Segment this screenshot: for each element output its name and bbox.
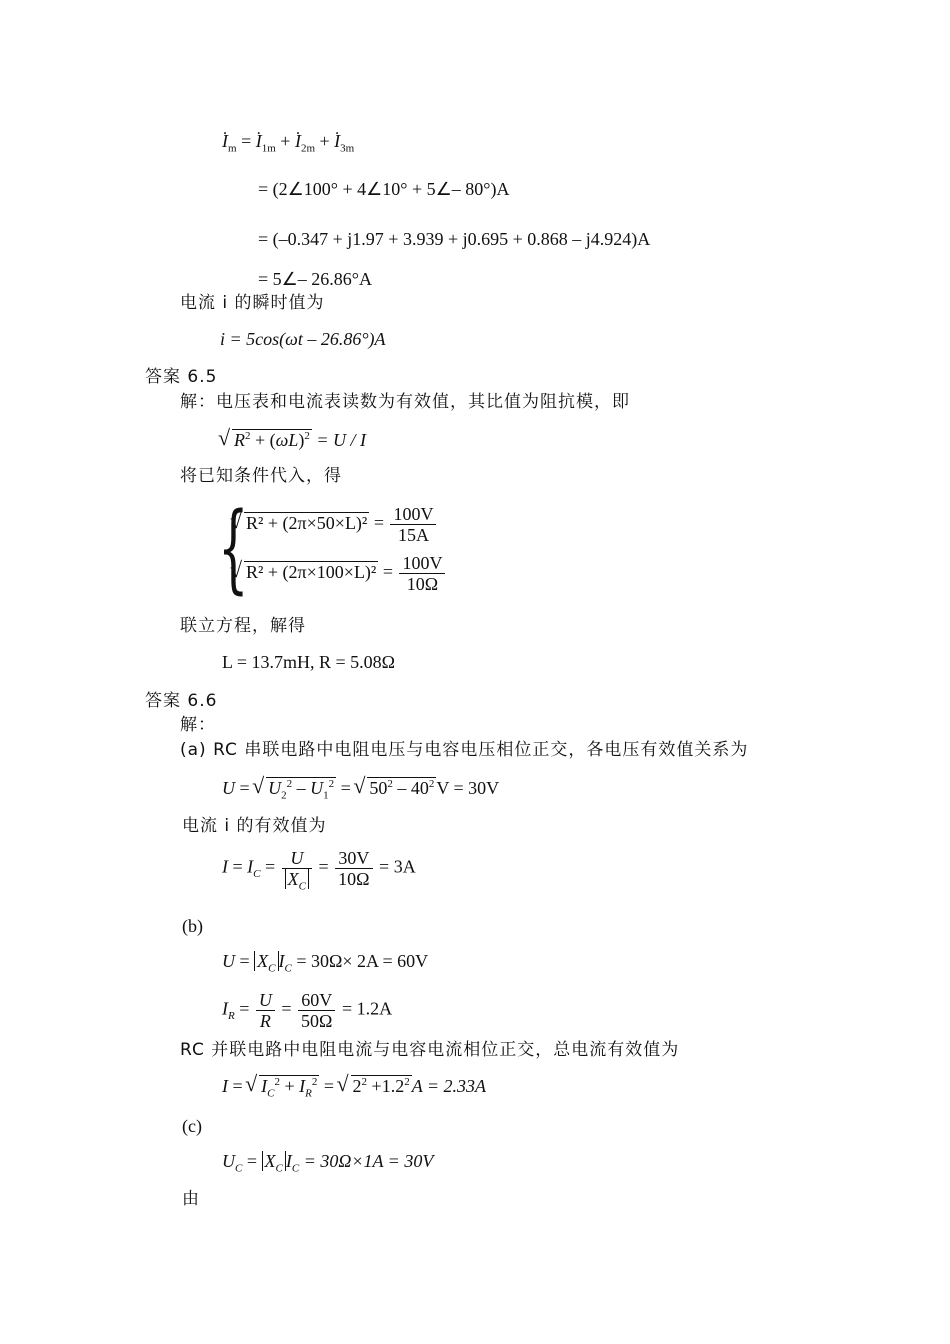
part-a-current-result: = 3A <box>379 856 416 877</box>
answer-6-5-heading: 答案 6.5 <box>145 367 218 387</box>
part-c-label: (c) <box>182 1116 202 1136</box>
part-b-voltage-tail: = 30Ω× 2A = 60V <box>296 951 429 971</box>
part-b-total-current: I = √ $I_C^2 + I_R^2$ = √ $2^2 +1.2^2$ A = 2.33A <box>222 1075 486 1097</box>
substitute-text: 将已知条件代入，得 <box>180 466 342 486</box>
part-b-frac2-den: 50Ω <box>301 1011 333 1031</box>
answer-6-6-heading: 答案 6.6 <box>145 691 218 711</box>
part-a-current-label: 电流 i 的有效值为 <box>182 816 327 836</box>
part-a-frac1-num: U <box>282 848 312 869</box>
part-b-resistor-result: = 1.2A <box>341 998 393 1019</box>
part-a-current-equation: $I = I_C$ = $\frac{U}{X_C}$ = $\frac{30V}{10\Omega}$ = 3A <box>222 848 416 893</box>
instant-equation: i = 5cos(ωt – 26.86°)A <box>220 329 386 349</box>
answer-6-6-jie: 解： <box>180 715 216 735</box>
part-b-resistor-current: $I_R$ = $\frac{U}{R}$ = $\frac{60V}{50\Omega}$ = 1.2A <box>222 990 393 1031</box>
part-b-text: RC 并联电路中电阻电流与电容电流相位正交，总电流有效值为 <box>180 1040 680 1060</box>
answer-6-5-intro: 解：电压表和电流表读数为有效值，其比值为阻抗模，即 <box>180 392 630 412</box>
system-eq-1-radicand: R² + (2π×50×L)² <box>246 512 368 533</box>
system-eq-1: √ R² + (2π×50×L)² = $\frac{100V}{15A}$ <box>232 504 438 545</box>
system-eq-2-radicand: R² + (2π×100×L)² <box>246 561 377 582</box>
system-eq-2-den: 10Ω <box>406 574 439 594</box>
solve-text: 联立方程，解得 <box>180 616 306 636</box>
phasor-sum-step1: = (2∠100° + 4∠10° + 5∠– 80°)A <box>258 179 510 199</box>
part-b-frac2-num: 60V <box>298 990 335 1011</box>
phasor-sum-step2: = (–0.347 + j1.97 + 3.939 + j0.695 + 0.868 – j4.924)A <box>258 229 651 249</box>
part-a-frac2-den: 10Ω <box>338 869 370 889</box>
solution-result: L = 13.7mH, R = 5.08Ω <box>222 652 396 672</box>
instant-label: 电流 i 的瞬时值为 <box>180 293 325 313</box>
part-a-voltage-equation: U = √ $U_2^2 - U_1^2$ = √ $50^2 - 40^2$ V = 30V <box>222 777 499 799</box>
part-a-text: (a) RC 串联电路中电阻电压与电容电压相位正交，各电压有效值关系为 <box>180 740 749 760</box>
part-b-total-tail: A = 2.33A <box>411 1076 487 1096</box>
part-c-equation: $U_C = X_C$ $I_C = 30\Omega\times 1A = 30V$ <box>222 1151 434 1175</box>
system-eq-1-den: 15A <box>397 525 429 545</box>
phasor-sum-result: = 5∠– 26.86°A <box>258 269 372 289</box>
part-b-frac1-den: R <box>259 1011 271 1031</box>
part-c-text: 由 <box>182 1189 200 1209</box>
part-c-tail: = 30Ω×1A = 30V <box>303 1151 434 1171</box>
system-eq-2-num: 100V <box>399 553 445 574</box>
part-b-label: (b) <box>182 916 203 936</box>
part-a-voltage-tail: V = 30V <box>436 778 500 798</box>
system-eq-2: √ R² + (2π×100×L)² = $\frac{100V}{10\Omega}$ <box>232 553 447 594</box>
system-brace: { <box>218 492 249 604</box>
part-a-frac2-num: 30V <box>335 848 372 869</box>
part-b-voltage-equation: $U = X_C$ $I_C = 30\Omega\times 2A = 60V$ <box>222 951 429 975</box>
phasor-sum-line: I $._m = I$ $._{1m} + I$ $._{2m} + I$ $._{3m}$ <box>222 130 354 152</box>
system-eq-1-num: 100V <box>390 504 436 525</box>
part-b-frac1-num: U <box>256 990 275 1011</box>
impedance-equation: √ $R^2 + (\omega L)^2 = U / I$ <box>220 429 366 451</box>
impedance-rhs: = U / I <box>316 430 367 450</box>
